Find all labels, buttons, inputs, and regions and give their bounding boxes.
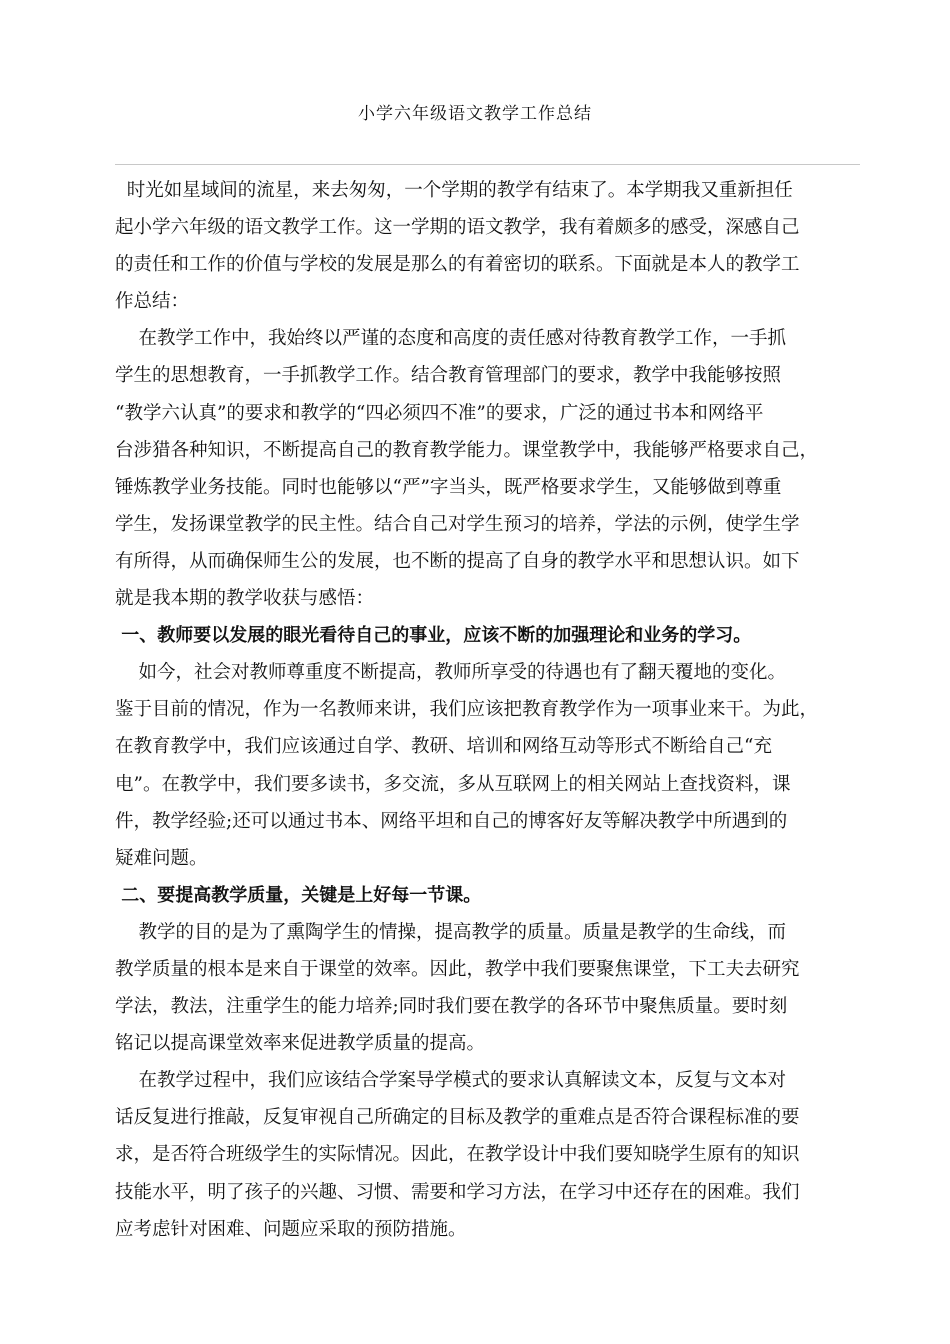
text-line: 学生的思想教育，一手抓教学工作。结合教育管理部门的要求，教学中我能够按照	[115, 365, 782, 387]
text-line: 如今，社会对教师尊重度不断提高，教师所享受的待遇也有了翻天覆地的变化。	[115, 662, 787, 684]
text-line: 在教育教学中，我们应该通过自学、教研、培训和网络互动等形式不断给自己“充	[115, 736, 772, 758]
text-line: 件，教学经验;还可以通过书本、网络平坦和自己的博客好友等解决教学中所遇到的	[115, 810, 788, 832]
text-line: 教学质量的根本是来自于课堂的效率。因此，教学中我们要聚焦课堂，下工夫去研究	[115, 958, 800, 980]
text-line: 锤炼教学业务技能。同时也能够以“严”字当头，既严格要求学生，又能够做到尊重	[115, 476, 782, 498]
text-line: 话反复进行推敲，反复审视自己所确定的目标及教学的重难点是否符合课程标准的要	[115, 1107, 800, 1129]
document-body	[115, 172, 865, 1248]
text-line: 的责任和工作的价值与学校的发展是那么的有着密切的联系。下面就是本人的教学工	[115, 254, 800, 276]
text-line: 教学的目的是为了熏陶学生的情操，提高教学的质量。质量是教学的生命线，而	[115, 921, 787, 943]
text-line: 技能水平，明了孩子的兴趣、习惯、需要和学习方法，在学习中还存在的困难。我们	[115, 1181, 800, 1203]
text-line: 电”。在教学中，我们要多读书，多交流，多从互联网上的相关网站上查找资料，课	[115, 773, 791, 795]
text-line: 在教学工作中，我始终以严谨的态度和高度的责任感对待教育教学工作，一手抓	[115, 328, 787, 350]
text-line: 学生，发扬课堂教学的民主性。结合自己对学生预习的培养，学法的示例，使学生学	[115, 513, 800, 535]
title-divider	[115, 164, 860, 165]
text-line: 台涉猎各种知识，不断提高自己的教育教学能力。课堂教学中，我能够严格要求自己，	[115, 439, 819, 461]
text-line: “教学六认真”的要求和教学的“四必须四不准”的要求，广泛的通过书本和网络平	[115, 402, 764, 424]
text-line: 铭记以提高课堂效率来促进教学质量的提高。	[115, 1033, 486, 1055]
text-line: 作总结：	[115, 291, 190, 313]
text-line: 有所得，从而确保师生公的发展，也不断的提高了自身的教学水平和思想认识。如下	[115, 550, 800, 572]
text-line: 起小学六年级的语文教学工作。这一学期的语文教学，我有着颇多的感受，深感自己	[115, 217, 800, 239]
text-line: 鉴于目前的情况，作为一名教师来讲，我们应该把教育教学作为一项事业来干。为此，	[115, 699, 819, 721]
text-line: 学法，教法，注重学生的能力培养;同时我们要在教学的各环节中聚焦质量。要时刻	[115, 996, 788, 1018]
section-heading: 一、教师要以发展的眼光看待自己的事业，应该不断的加强理论和业务的学习。	[115, 625, 752, 647]
document-title: 小学六年级语文教学工作总结	[358, 104, 592, 124]
section-heading: 二、要提高教学质量，关键是上好每一节课。	[115, 884, 482, 906]
text-line: 在教学过程中，我们应该结合学案导学模式的要求认真解读文本，反复与文本对	[115, 1070, 787, 1092]
text-line: 时光如星域间的流星，来去匆匆，一个学期的教学有结束了。本学期我又重新担任	[115, 180, 793, 201]
text-line: 应考虑针对困难、问题应采取的预防措施。	[115, 1218, 467, 1240]
text-line: 疑难问题。	[115, 847, 208, 869]
text-line: 求，是否符合班级学生的实际情况。因此，在教学设计中我们要知晓学生原有的知识	[115, 1144, 800, 1166]
text-line: 就是我本期的教学收获与感悟：	[115, 588, 375, 610]
